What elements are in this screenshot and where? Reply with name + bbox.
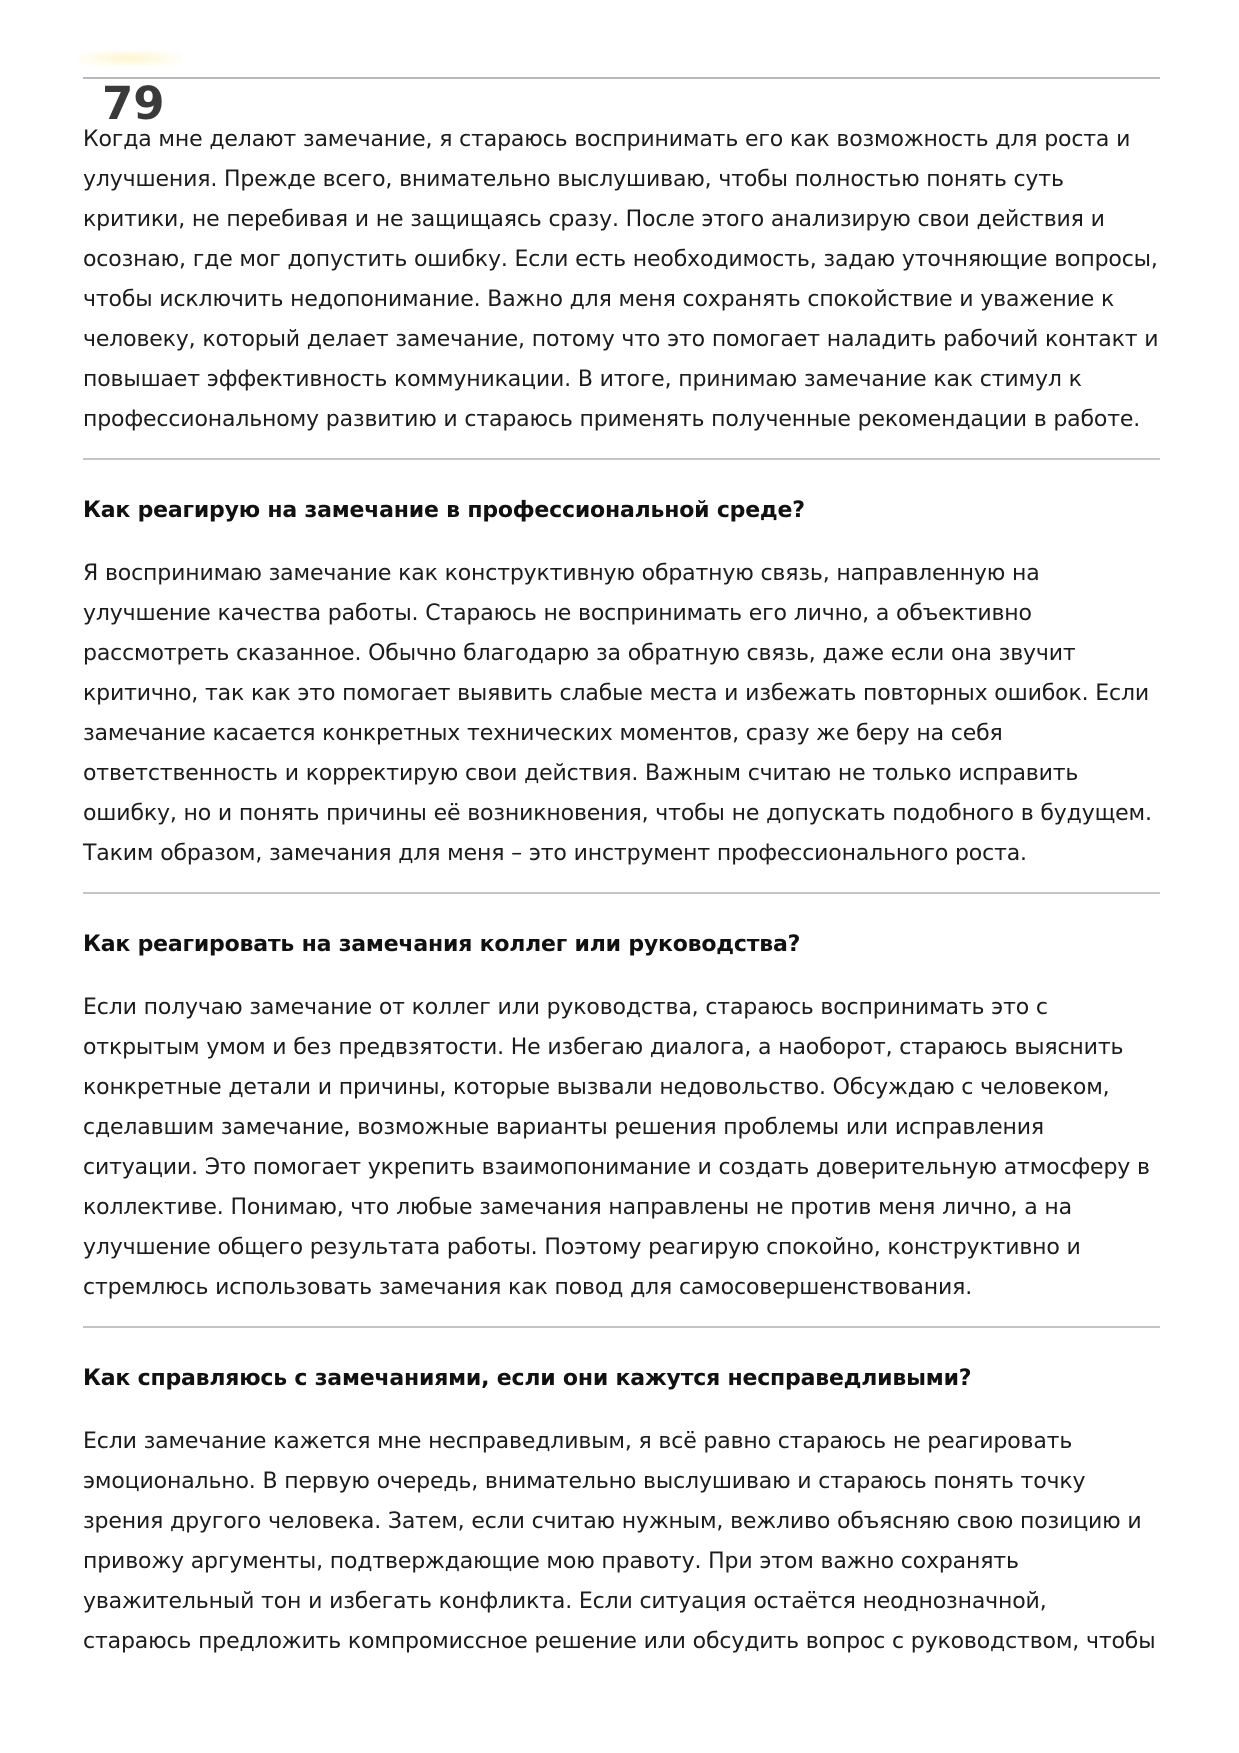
section-divider	[83, 892, 1160, 894]
section-divider	[83, 458, 1160, 460]
document-content	[83, 120, 1160, 1662]
page-highlight-mark	[78, 50, 182, 66]
section-colleagues-management	[83, 930, 1160, 1308]
section-intro	[83, 120, 1160, 440]
section-text: Я воспринимаю замечание как конструктивную обратную связь, направленную на улучшение качества работы. Стараюсь не воспринимать его лично, а объективно рассмотреть сказанное. Обычно благодарю за обратную связь, даже если она звучит критично, так как это помогает выявить слабые места и избежать повторных ошибок. Если замечание касается конкретных технических моментов, сразу же беру на себя ответственность и корректирую свои действия. Важным считаю не только исправить ошибку, но и понять причины её возникновения, чтобы не допускать подобного в будущем. Таким образом, замечания для меня – это инструмент профессионального роста.	[83, 561, 1152, 866]
section-text: Если замечание кажется мне несправедливым, я всё равно стараюсь не реагировать эмоционально. В первую очередь, внимательно выслушиваю и стараюсь понять точку зрения другого человека. Затем, если считаю нужным, вежливо объясняю свою позицию и привожу аргументы, подтверждающие мою правоту. При этом важно сохранять уважительный тон и избегать конфликта. Если ситуация остаётся неоднозначной, стараюсь предложить компромиссное решение или обсудить вопрос с руководством, чтобы	[83, 1429, 1156, 1654]
section-text: Если получаю замечание от коллег или руководства, стараюсь воспринимать это с открытым умом и без предвзятости. Не избегаю диалога, а наоборот, стараюсь выяснить конкретные детали и причины, которые вызвали недовольство. Обсуждаю с человеком, сделавшим замечание, возможные варианты решения проблемы или исправления ситуации. Это помогает укрепить взаимопонимание и создать доверительную атмосферу в коллективе. Понимаю, что любые замечания направлены не против меня лично, а на улучшение общего результата работы. Поэтому реагирую спокойно, конструктивно и стремлюсь использовать замечания как повод для самосовершенствования.	[83, 995, 1150, 1300]
section-heading: Как справляюсь с замечаниями, если они кажутся несправедливыми?	[83, 1366, 972, 1391]
top-divider	[83, 77, 1160, 79]
section-heading: Как реагирую на замечание в профессиональной среде?	[83, 498, 805, 523]
section-divider	[83, 1326, 1160, 1328]
section-unfair-remarks	[83, 1364, 1160, 1662]
page-number: 79	[102, 77, 165, 130]
section-text: Когда мне делают замечание, я стараюсь воспринимать его как возможность для роста и улучшения. Прежде всего, внимательно выслушиваю, чтобы полностью понять суть критики, не перебивая и не защищаясь сразу. После этого анализирую свои действия и осознаю, где мог допустить ошибку. Если есть необходимость, задаю уточняющие вопросы, чтобы исключить недопонимание. Важно для меня сохранять спокойствие и уважение к человеку, который делает замечание, потому что это помогает наладить рабочий контакт и повышает эффективность коммуникации. В итоге, принимаю замечание как стимул к профессиональному развитию и стараюсь применять полученные рекомендации в работе.	[83, 127, 1159, 432]
section-heading: Как реагировать на замечания коллег или руководства?	[83, 932, 801, 957]
section-professional-environment	[83, 496, 1160, 874]
